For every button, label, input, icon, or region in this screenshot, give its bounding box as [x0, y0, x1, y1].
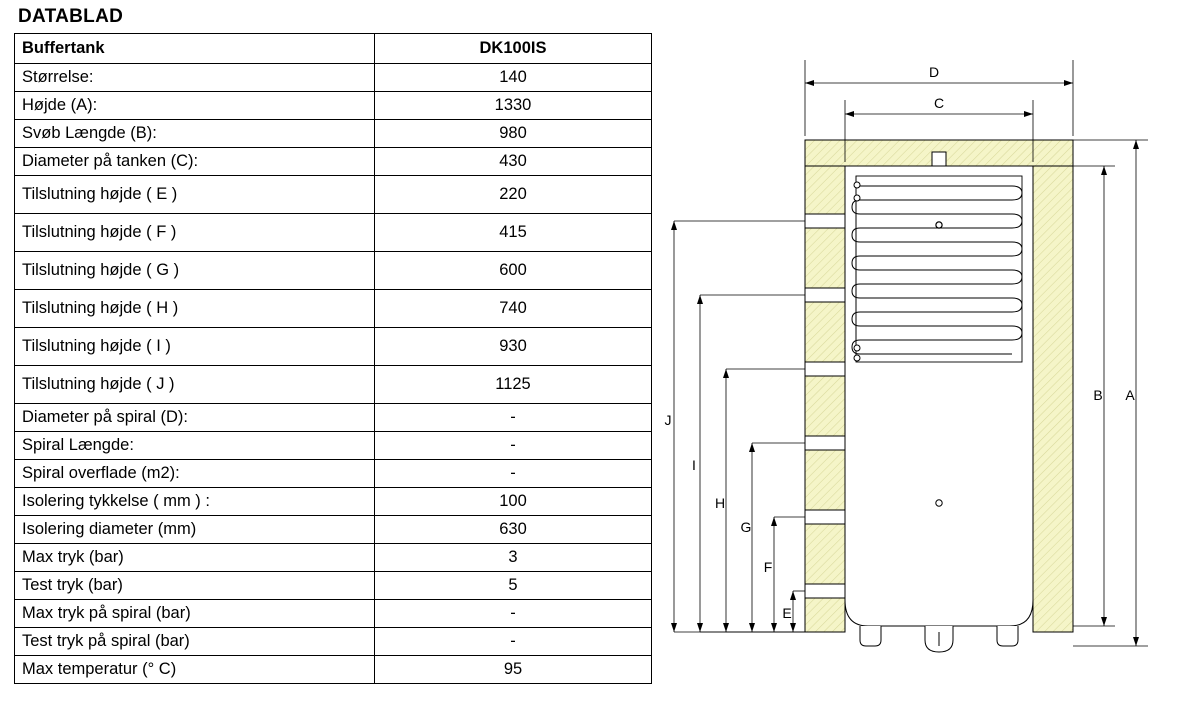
row-label: Højde (A): — [15, 92, 375, 120]
row-value: 430 — [375, 148, 652, 176]
row-label: Max tryk på spiral (bar) — [15, 600, 375, 628]
row-value: 630 — [375, 516, 652, 544]
row-value: 930 — [375, 328, 652, 366]
row-label: Tilslutning højde ( G ) — [15, 252, 375, 290]
dimension-label-g: G — [740, 519, 752, 535]
row-value: - — [375, 432, 652, 460]
dimension-label-h: H — [714, 495, 726, 511]
specification-table — [14, 33, 652, 684]
row-label: Tilslutning højde ( I ) — [15, 328, 375, 366]
row-label: Max temperatur (° C) — [15, 656, 375, 684]
dimension-label-c: C — [933, 95, 945, 111]
row-value: 220 — [375, 176, 652, 214]
page-title: DATABLAD — [18, 6, 124, 27]
table-row — [15, 366, 652, 404]
row-value: 140 — [375, 64, 652, 92]
row-label: Max tryk (bar) — [15, 544, 375, 572]
row-value: 980 — [375, 120, 652, 148]
row-label: Størrelse: — [15, 64, 375, 92]
table-row — [15, 432, 652, 460]
row-label: Isolering tykkelse ( mm ) : — [15, 488, 375, 516]
table-row — [15, 176, 652, 214]
table-row — [15, 460, 652, 488]
row-value: 100 — [375, 488, 652, 516]
table-row — [15, 600, 652, 628]
row-label: Diameter på tanken (C): — [15, 148, 375, 176]
row-label: Test tryk (bar) — [15, 572, 375, 600]
dimension-label-i: I — [692, 457, 696, 473]
table-row — [15, 404, 652, 432]
dimension-label-d: D — [928, 64, 940, 80]
row-label: Tilslutning højde ( E ) — [15, 176, 375, 214]
row-label: Diameter på spiral (D): — [15, 404, 375, 432]
table-row — [15, 656, 652, 684]
table-row — [15, 544, 652, 572]
table-header-value: DK100IS — [375, 34, 652, 64]
table-row — [15, 290, 652, 328]
row-value: 600 — [375, 252, 652, 290]
table-row — [15, 488, 652, 516]
row-value: 415 — [375, 214, 652, 252]
technical-drawing — [660, 40, 1170, 680]
row-label: Spiral overflade (m2): — [15, 460, 375, 488]
row-label: Tilslutning højde ( J ) — [15, 366, 375, 404]
dimension-label-e: E — [782, 605, 792, 621]
table-row — [15, 572, 652, 600]
table-row — [15, 214, 652, 252]
row-value: - — [375, 460, 652, 488]
row-value: 5 — [375, 572, 652, 600]
dimension-label-f: F — [763, 559, 773, 575]
row-value: - — [375, 628, 652, 656]
row-value: 3 — [375, 544, 652, 572]
row-label: Isolering diameter (mm) — [15, 516, 375, 544]
table-header-label: Buffertank — [15, 34, 375, 64]
dimension-label-a: A — [1125, 387, 1135, 403]
table-body — [15, 34, 652, 684]
row-label: Svøb Længde (B): — [15, 120, 375, 148]
table-row — [15, 628, 652, 656]
dimension-label-b: B — [1093, 387, 1103, 403]
row-label: Tilslutning højde ( F ) — [15, 214, 375, 252]
table-row — [15, 92, 652, 120]
row-label: Spiral Længde: — [15, 432, 375, 460]
table-row — [15, 516, 652, 544]
row-value: 1330 — [375, 92, 652, 120]
row-value: 740 — [375, 290, 652, 328]
dimension-label-j: J — [664, 412, 672, 428]
row-label: Test tryk på spiral (bar) — [15, 628, 375, 656]
table-header-row — [15, 34, 652, 64]
table-row — [15, 64, 652, 92]
row-value: - — [375, 404, 652, 432]
table-row — [15, 148, 652, 176]
row-value: 95 — [375, 656, 652, 684]
table-row — [15, 328, 652, 366]
row-label: Tilslutning højde ( H ) — [15, 290, 375, 328]
table-row — [15, 120, 652, 148]
row-value: - — [375, 600, 652, 628]
table-row — [15, 252, 652, 290]
row-value: 1125 — [375, 366, 652, 404]
